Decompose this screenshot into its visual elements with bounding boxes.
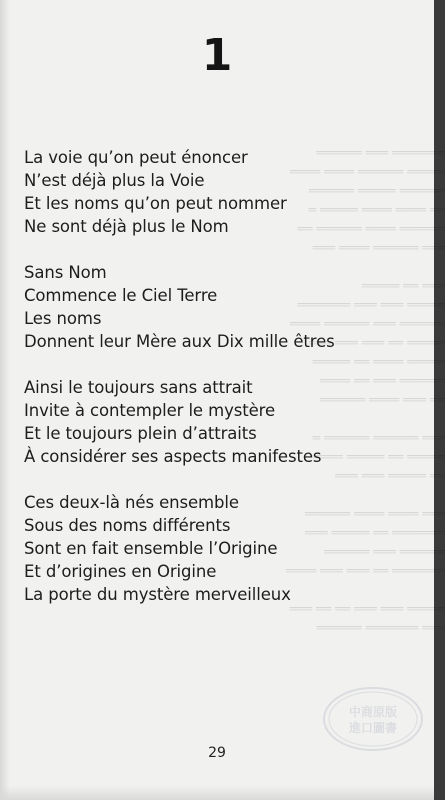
poem-line: Donnent leur Mère aux Dix mille êtres <box>24 332 335 351</box>
seal-text-line-2: 進口圖書 <box>348 721 398 735</box>
spine-shadow <box>0 0 10 800</box>
page-number: 29 <box>208 745 226 761</box>
poem-stanza <box>24 376 414 468</box>
poem-line: Ainsi le toujours sans attrait <box>24 378 253 397</box>
poem-line: Et d’origines en Origine <box>24 562 217 581</box>
seal-text-line-1: 中商原版 <box>348 705 398 719</box>
poem-line: Et le toujours plein d’attraits <box>24 424 257 443</box>
poem-stanza <box>24 146 414 238</box>
poem-line: Invite à contempler le mystère <box>24 401 276 420</box>
distributor-seal-stamp <box>322 686 424 752</box>
poem-line: Et les noms qu’on peut nommer <box>24 194 287 213</box>
poem-line: La porte du mystère merveilleux <box>24 585 291 604</box>
poem-stanza <box>24 261 414 353</box>
poem-line: Ces deux-là nés ensemble <box>24 493 239 512</box>
poem-line: Ne sont déjà plus le Nom <box>24 217 229 236</box>
poem-body <box>24 146 414 629</box>
poem-line: Sont en fait ensemble l’Origine <box>24 539 278 558</box>
poem-line: Les noms <box>24 309 102 328</box>
poem-line: Commence le Ciel Terre <box>24 286 218 305</box>
poem-line: La voie qu’on peut énoncer <box>24 148 248 167</box>
poem-line: N’est déjà plus la Voie <box>24 171 205 190</box>
chapter-number: 1 <box>201 30 233 81</box>
bleed-through-text: ═══════ ═══ ══════ ═════ ══════ ════ ════ ══════ ═════ ══════ ══ ════ ════ ═════ ═ ══════ ════ ══════ ══ ═══ ══════ ════ ═══ ═══ ══ ═════ ═════ ═══ ═══ ═══════ ══════ ═══ ══════ ════ ═════ ══ ═══ ═══ ═══ ═════ ════ ══ ═════ ══════ ═══ ══ ════ ══ ═══ ════ ══════ ═══ ══════ ══════ ═ ═════ ══ ═════ ════ ══ ═════ ═══ ═══ ═══ ════ ════ ══════ ═══════ ══ ═════ ═══ ══════ ═══ ══════ ═══════ ══ ═══ ═══ ════ ═════ ═══ ═══ ══ ══ ═══ ═══ ═══════ ══════ <box>286 145 445 635</box>
poem-line: Sous des noms différents <box>24 516 231 535</box>
poem-line: À considérer ses aspects manifestes <box>24 447 322 466</box>
page-bottom-edge <box>0 786 434 800</box>
poem-line: Sans Nom <box>24 263 107 282</box>
poem-stanza <box>24 491 414 606</box>
